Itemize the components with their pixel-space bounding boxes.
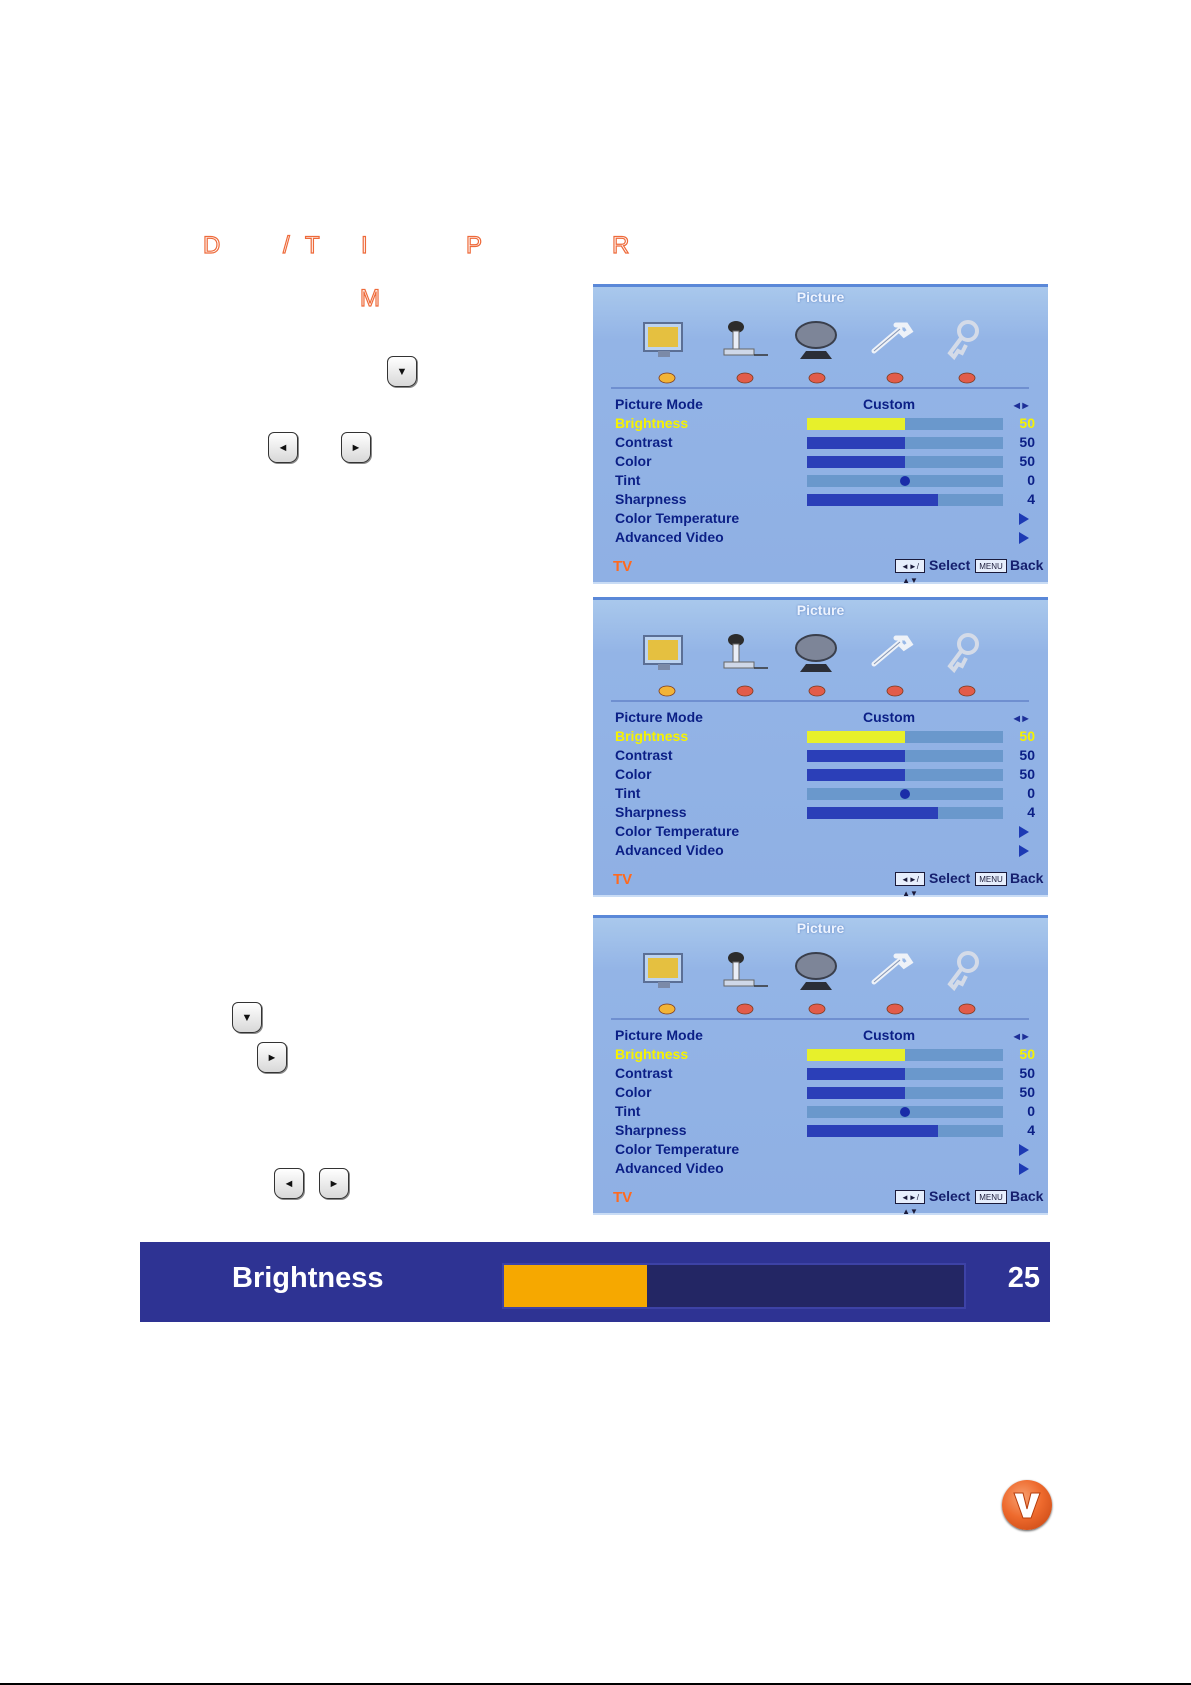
menu-indicator-icon bbox=[808, 1002, 826, 1014]
input-source-label: TV bbox=[613, 871, 633, 888]
picture-menu-panel bbox=[593, 284, 1048, 584]
slider-fill bbox=[807, 1049, 905, 1061]
menu-row-label: Picture Mode bbox=[615, 1027, 703, 1043]
osd-label: Brightness bbox=[232, 1262, 384, 1294]
menu-row-sharpness[interactable] bbox=[615, 804, 1035, 823]
input-source-label: TV bbox=[613, 558, 633, 575]
submenu-arrow-icon bbox=[1019, 1163, 1029, 1175]
value-slider[interactable] bbox=[807, 731, 1003, 743]
picture-icon[interactable] bbox=[638, 317, 694, 361]
slider-fill bbox=[807, 1125, 938, 1137]
tint-slider-knob[interactable] bbox=[900, 789, 910, 799]
picture-mode-value: Custom bbox=[863, 396, 916, 412]
value-slider[interactable] bbox=[807, 1125, 1003, 1137]
back-hint: Back bbox=[1010, 870, 1044, 886]
picture-menu-panel bbox=[593, 915, 1048, 1215]
slider-value: 0 bbox=[1027, 785, 1035, 801]
menu-divider bbox=[611, 700, 1029, 702]
menu-row-label: Advanced Video bbox=[615, 1160, 724, 1176]
select-hint: Select bbox=[929, 557, 971, 573]
menu-row-tint[interactable] bbox=[615, 472, 1035, 491]
menu-row-brightness[interactable] bbox=[615, 415, 1035, 434]
menu-indicator-icon bbox=[736, 371, 754, 383]
menu-indicator-icon bbox=[808, 371, 826, 383]
menu-row-contrast[interactable] bbox=[615, 434, 1035, 453]
left-right-arrows-icon: ◄► bbox=[1011, 713, 1029, 725]
heading-letter-i: I bbox=[361, 232, 369, 259]
menu-divider bbox=[611, 387, 1029, 389]
slider-value: 4 bbox=[1027, 804, 1035, 820]
tint-slider[interactable] bbox=[807, 1106, 1003, 1118]
right-key-icon: ► bbox=[341, 432, 371, 463]
menu-row-label: Sharpness bbox=[615, 1122, 687, 1138]
left-key-icon: ◄ bbox=[274, 1168, 304, 1199]
osd-slider[interactable] bbox=[502, 1263, 966, 1309]
slider-fill bbox=[807, 437, 905, 449]
left-right-arrows-icon: ◄► bbox=[1011, 400, 1029, 412]
audio-microphone-icon[interactable] bbox=[716, 948, 772, 992]
tint-slider[interactable] bbox=[807, 475, 1003, 487]
menu-row-sharpness[interactable] bbox=[615, 1122, 1035, 1141]
submenu-arrow-icon bbox=[1019, 1144, 1029, 1156]
menu-row-label: Color Temperature bbox=[615, 1141, 740, 1157]
slider-fill bbox=[807, 494, 938, 506]
menu-indicator-icon bbox=[958, 1002, 976, 1014]
menu-row-label: Color bbox=[615, 766, 652, 782]
picture-icon[interactable] bbox=[638, 630, 694, 674]
slider-fill bbox=[807, 418, 905, 430]
value-slider[interactable] bbox=[807, 750, 1003, 762]
slider-fill bbox=[807, 1087, 905, 1099]
menu-row-label: Advanced Video bbox=[615, 529, 724, 545]
menu-row-picture-mode[interactable] bbox=[615, 709, 1035, 728]
value-slider[interactable] bbox=[807, 769, 1003, 781]
slider-value: 50 bbox=[1019, 434, 1035, 450]
wrench-icon[interactable] bbox=[866, 317, 922, 361]
menu-indicator-icon bbox=[658, 684, 676, 696]
menu-row-advanced-video[interactable] bbox=[615, 529, 1035, 548]
left-right-arrows-icon: ◄► bbox=[1011, 1031, 1029, 1043]
navigate-button-icon: ◄►/▲▼ bbox=[895, 559, 925, 573]
value-slider[interactable] bbox=[807, 437, 1003, 449]
menu-row-label: Picture Mode bbox=[615, 396, 703, 412]
menu-row-tint[interactable] bbox=[615, 1103, 1035, 1122]
menu-indicator-icon bbox=[658, 371, 676, 383]
menu-button-icon: MENU bbox=[975, 1190, 1007, 1204]
panel-title: Picture bbox=[796, 920, 845, 936]
satellite-dish-icon[interactable] bbox=[788, 630, 844, 674]
heading-letter-d: D bbox=[203, 232, 222, 259]
heading-letter-p: P bbox=[466, 232, 484, 259]
osd-value: 25 bbox=[1007, 1262, 1040, 1294]
slider-value: 50 bbox=[1019, 728, 1035, 744]
select-hint: Select bbox=[929, 1188, 971, 1204]
menu-row-advanced-video[interactable] bbox=[615, 842, 1035, 861]
tint-slider-knob[interactable] bbox=[900, 1107, 910, 1117]
picture-mode-value: Custom bbox=[863, 1027, 916, 1043]
menu-row-label: Color Temperature bbox=[615, 510, 740, 526]
slider-value: 4 bbox=[1027, 491, 1035, 507]
menu-indicator-icon bbox=[958, 684, 976, 696]
value-slider[interactable] bbox=[807, 807, 1003, 819]
heading-letter-slash: / bbox=[283, 232, 291, 259]
navigate-button-icon: ◄►/▲▼ bbox=[895, 1190, 925, 1204]
menu-row-label: Tint bbox=[615, 785, 641, 801]
slider-value: 50 bbox=[1019, 415, 1035, 431]
panel-footer bbox=[593, 1187, 1048, 1216]
right-key-icon: ► bbox=[257, 1042, 287, 1073]
slider-value: 50 bbox=[1019, 453, 1035, 469]
menu-row-label: Color bbox=[615, 453, 652, 469]
value-slider[interactable] bbox=[807, 1087, 1003, 1099]
menu-row-label: Color Temperature bbox=[615, 823, 740, 839]
right-key-icon: ► bbox=[319, 1168, 349, 1199]
menu-row-label: Brightness bbox=[615, 415, 689, 431]
slider-value: 50 bbox=[1019, 747, 1035, 763]
menu-row-picture-mode[interactable] bbox=[615, 396, 1035, 415]
satellite-dish-icon[interactable] bbox=[788, 948, 844, 992]
slider-fill bbox=[807, 1068, 905, 1080]
menu-row-label: Brightness bbox=[615, 1046, 689, 1062]
menu-row-label: Contrast bbox=[615, 434, 673, 450]
down-key-icon: ▼ bbox=[232, 1002, 262, 1033]
panel-title: Picture bbox=[796, 289, 845, 305]
tint-slider[interactable] bbox=[807, 788, 1003, 800]
panel-title: Picture bbox=[796, 602, 845, 618]
menu-indicator-icon bbox=[658, 1002, 676, 1014]
heading-letter-t: T bbox=[305, 232, 321, 259]
menu-row-label: Tint bbox=[615, 1103, 641, 1119]
picture-menu-panel bbox=[593, 597, 1048, 897]
menu-row-tint[interactable] bbox=[615, 785, 1035, 804]
submenu-arrow-icon bbox=[1019, 826, 1029, 838]
menu-row-label: Advanced Video bbox=[615, 842, 724, 858]
key-icon[interactable] bbox=[938, 630, 994, 674]
menu-row-advanced-video[interactable] bbox=[615, 1160, 1035, 1179]
menu-row-color-temperature[interactable] bbox=[615, 823, 1035, 842]
menu-icon-row bbox=[638, 630, 1018, 710]
value-slider[interactable] bbox=[807, 418, 1003, 430]
menu-indicator-icon bbox=[958, 371, 976, 383]
down-key-icon: ▼ bbox=[387, 356, 417, 387]
submenu-arrow-icon bbox=[1019, 532, 1029, 544]
key-icon[interactable] bbox=[938, 317, 994, 361]
menu-indicator-icon bbox=[808, 684, 826, 696]
brightness-osd bbox=[140, 1242, 1050, 1322]
slider-value: 0 bbox=[1027, 1103, 1035, 1119]
slider-fill bbox=[807, 769, 905, 781]
slider-value: 50 bbox=[1019, 1065, 1035, 1081]
menu-row-label: Brightness bbox=[615, 728, 689, 744]
satellite-dish-icon[interactable] bbox=[788, 317, 844, 361]
menu-row-contrast[interactable] bbox=[615, 747, 1035, 766]
audio-microphone-icon[interactable] bbox=[716, 630, 772, 674]
menu-icon-row bbox=[638, 948, 1018, 1028]
menu-button-icon: MENU bbox=[975, 559, 1007, 573]
select-hint: Select bbox=[929, 870, 971, 886]
back-hint: Back bbox=[1010, 1188, 1044, 1204]
panel-footer bbox=[593, 869, 1048, 898]
menu-row-label: Contrast bbox=[615, 1065, 673, 1081]
slider-value: 0 bbox=[1027, 472, 1035, 488]
menu-row-label: Sharpness bbox=[615, 804, 687, 820]
menu-button-icon: MENU bbox=[975, 872, 1007, 886]
menu-row-brightness[interactable] bbox=[615, 1046, 1035, 1065]
menu-row-label: Tint bbox=[615, 472, 641, 488]
menu-row-sharpness[interactable] bbox=[615, 491, 1035, 510]
menu-row-color-temperature[interactable] bbox=[615, 510, 1035, 529]
menu-indicator-icon bbox=[736, 684, 754, 696]
heading-letter-r: R bbox=[612, 232, 631, 259]
menu-icon-row bbox=[638, 317, 1018, 397]
slider-fill bbox=[807, 750, 905, 762]
menu-row-label: Sharpness bbox=[615, 491, 687, 507]
tint-slider-knob[interactable] bbox=[900, 476, 910, 486]
slider-value: 4 bbox=[1027, 1122, 1035, 1138]
key-icon[interactable] bbox=[938, 948, 994, 992]
slider-fill bbox=[807, 456, 905, 468]
menu-indicator-icon bbox=[736, 1002, 754, 1014]
menu-indicator-icon bbox=[886, 371, 904, 383]
submenu-arrow-icon bbox=[1019, 845, 1029, 857]
menu-row-color[interactable] bbox=[615, 766, 1035, 785]
value-slider[interactable] bbox=[807, 1049, 1003, 1061]
vizio-v-logo-icon bbox=[1002, 1480, 1052, 1530]
menu-row-label: Color bbox=[615, 1084, 652, 1100]
menu-row-color-temperature[interactable] bbox=[615, 1141, 1035, 1160]
menu-row-color[interactable] bbox=[615, 1084, 1035, 1103]
audio-microphone-icon[interactable] bbox=[716, 317, 772, 361]
menu-indicator-icon bbox=[886, 684, 904, 696]
value-slider[interactable] bbox=[807, 1068, 1003, 1080]
picture-mode-value: Custom bbox=[863, 709, 916, 725]
menu-divider bbox=[611, 1018, 1029, 1020]
menu-row-picture-mode[interactable] bbox=[615, 1027, 1035, 1046]
value-slider[interactable] bbox=[807, 494, 1003, 506]
slider-value: 50 bbox=[1019, 1084, 1035, 1100]
slider-fill bbox=[807, 807, 938, 819]
navigate-button-icon: ◄►/▲▼ bbox=[895, 872, 925, 886]
menu-row-brightness[interactable] bbox=[615, 728, 1035, 747]
menu-row-label: Contrast bbox=[615, 747, 673, 763]
picture-icon[interactable] bbox=[638, 948, 694, 992]
input-source-label: TV bbox=[613, 1189, 633, 1206]
menu-row-color[interactable] bbox=[615, 453, 1035, 472]
submenu-arrow-icon bbox=[1019, 513, 1029, 525]
value-slider[interactable] bbox=[807, 456, 1003, 468]
osd-slider-fill bbox=[504, 1265, 647, 1307]
slider-fill bbox=[807, 731, 905, 743]
slider-value: 50 bbox=[1019, 1046, 1035, 1062]
wrench-icon[interactable] bbox=[866, 948, 922, 992]
menu-indicator-icon bbox=[886, 1002, 904, 1014]
wrench-icon[interactable] bbox=[866, 630, 922, 674]
back-hint: Back bbox=[1010, 557, 1044, 573]
side-letter-m: M bbox=[360, 285, 380, 312]
menu-row-label: Picture Mode bbox=[615, 709, 703, 725]
menu-row-contrast[interactable] bbox=[615, 1065, 1035, 1084]
panel-footer bbox=[593, 556, 1048, 585]
slider-value: 50 bbox=[1019, 766, 1035, 782]
left-key-icon: ◄ bbox=[268, 432, 298, 463]
